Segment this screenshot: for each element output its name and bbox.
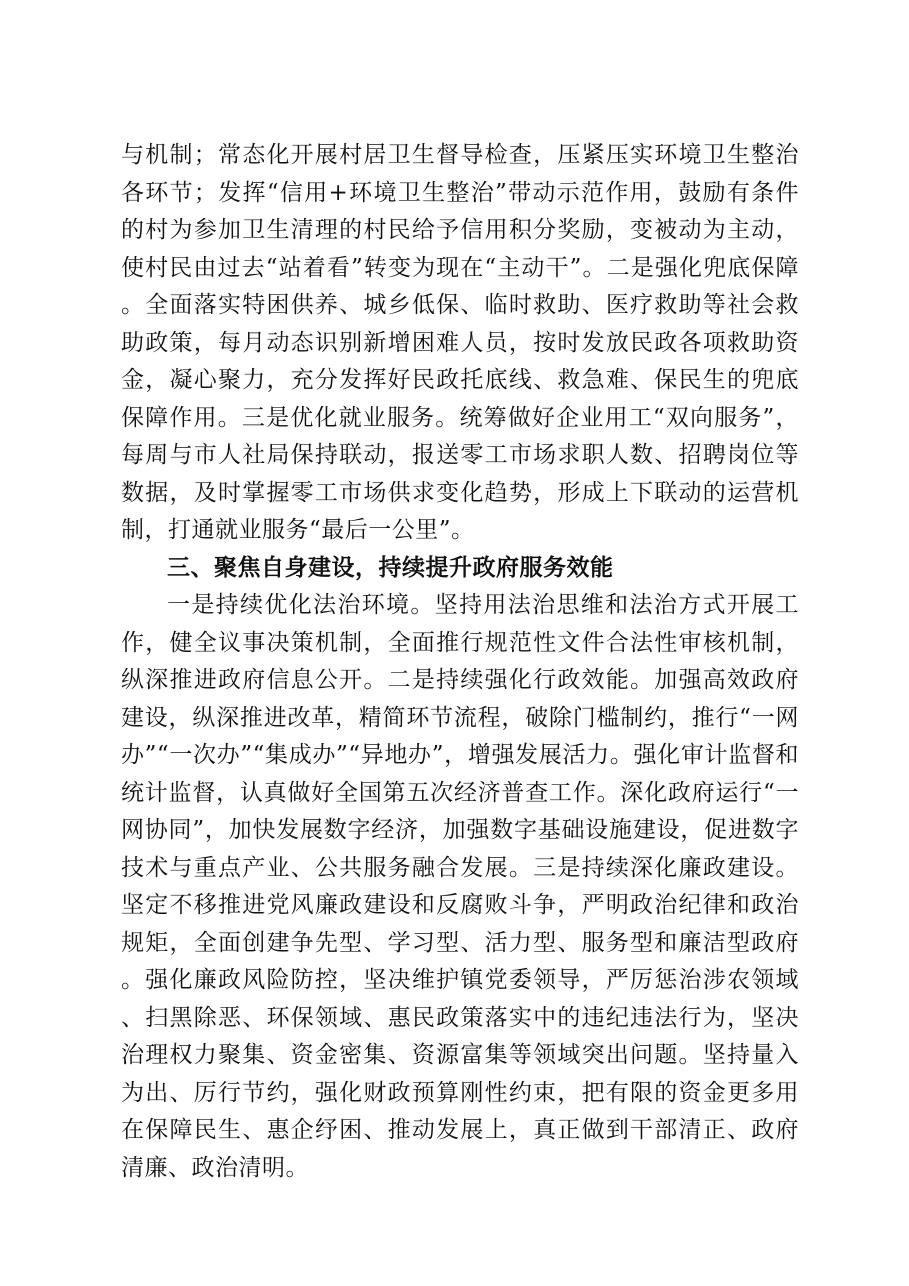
body-paragraph-continued: 与机制；常态化开展村居卫生督导检查，压紧压实环境卫生整治各环节；发挥“信用+环境卫生整治”带动示范作用，鼓励有条件的村为参加卫生清理的村民给予信用积分奖励，变被动为主动，使村民由过去“站着看”转变为现在“主动干”。二是强化兜底保障。全面落实特困供养、城乡低保、临时救助、医疗救助等社会救助政策，每月动态识别新增困难人员，按时发放民政各项救助资金，凝心聚力，充分发挥好民政托底线、救急难、保民生的兜底保障作用。三是优化就业服务。统筹做好企业用工“双向服务”，每周与市人社局保持联动，报送零工市场求职人数、招聘岗位等数据，及时掌握零工市场供求变化趋势，形成上下联动的运营机制，打通就业服务“最后一公里”。 — [121, 142, 799, 543]
section-heading: 三、聚焦自身建设，持续提升政府服务效能 — [167, 554, 614, 581]
body-paragraph: 一是持续优化法治环境。坚持用法治思维和法治方式开展工作，健全议事决策机制，全面推行规范性文件合法性审核机制，纵深推进政府信息公开。二是持续强化行政效能。加强高效政府建设，纵深推进改革，精简环节流程，破除门槛制约，推行“一网办”“一次办”“集成办”“异地办”，增强发展活力。强化审计监督和统计监督，认真做好全国第五次经济普查工作。深化政府运行“一网协同”，加快发展数字经济，加强数字基础设施建设，促进数字技术与重点产业、公共服务融合发展。三是持续深化廉政建设。坚定不移推进党风廉政建设和反腐败斗争，严明政治纪律和政治规矩，全面创建争先型、学习型、活力型、服务型和廉洁型政府。强化廉政风险防控，坚决维护镇党委领导，严厉惩治涉农领域、扫黑除恶、环保领域、惠民政策落实中的违纪违法行为，坚决治理权力聚集、资金密集、资源富集等领域突出问题。坚持量入为出、厉行节约，强化财政预算刚性约束，把有限的资金更多用在保障民生、惠企纾困、推动发展上，真正做到干部清正、政府清廉、政治清明。 — [121, 592, 799, 1181]
document-body — [121, 137, 799, 1187]
